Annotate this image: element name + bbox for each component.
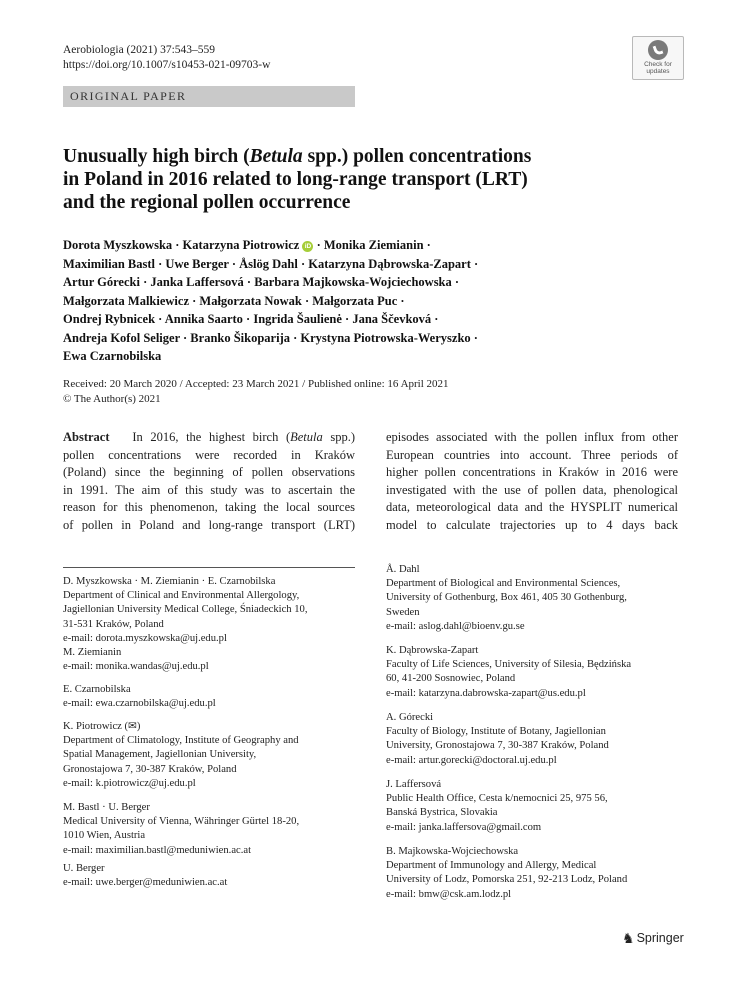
author-line: Małgorzata Malkiewicz · Małgorzata Nowak · Małgorzata Puc ·: [63, 293, 405, 308]
check-updates-line1: Check for: [644, 61, 672, 68]
affiliation-line: Department of Clinical and Environmental Allergology,: [63, 590, 300, 602]
received-accepted-published: Received: 20 March 2020 / Accepted: 23 March 2021 / Published online: 16 April 2021: [63, 378, 449, 390]
check-updates-line2: updates: [646, 68, 670, 75]
article-title: [63, 145, 623, 214]
affiliation-block: [386, 711, 609, 768]
affiliation-block: [386, 845, 627, 902]
affiliation-line: Faculty of Biology, Institute of Botany, Jagiellonian: [386, 726, 606, 738]
title-genus: Betula: [249, 146, 303, 167]
affiliation-line: Medical University of Vienna, Währinger Gürtel 18-20,: [63, 816, 300, 828]
check-for-updates-badge[interactable]: [632, 36, 684, 80]
abstract-line: higher pollen concentrations in Kraków in 2016 were: [386, 465, 678, 480]
title-line2: in Poland in 2016 related to long-range transport (LRT): [63, 169, 528, 190]
title-line1-pre: Unusually high birch (: [63, 146, 250, 167]
affiliation-line: D. Myszkowska · M. Ziemianin · E. Czarnobilska: [63, 576, 276, 587]
journal-citation: Aerobiologia (2021) 37:543–559: [63, 44, 216, 56]
affiliation-line: U. Berger: [63, 863, 105, 874]
affiliation-line: A. Górecki: [386, 712, 434, 723]
abstract-lead-post: spp.): [322, 430, 356, 444]
affiliation-line: J. Laffersová: [386, 779, 442, 790]
email-link[interactable]: e-mail: artur.gorecki@doctoral.uj.edu.pl: [386, 754, 557, 766]
email-link[interactable]: e-mail: maximilian.bastl@meduniwien.ac.at: [63, 844, 252, 856]
email-link[interactable]: e-mail: monika.wandas@uj.edu.pl: [63, 661, 209, 673]
affiliation-line: Gronostajowa 7, 30-387 Kraków, Poland: [63, 763, 237, 775]
abstract-line: in 1991. The aim of this study was to ascertain the: [63, 482, 355, 497]
author-list: [63, 236, 543, 366]
affiliation-line: University, Gronostajowa 7, 30-387 Kraków, Poland: [386, 740, 609, 752]
email-link[interactable]: e-mail: k.piotrowicz@uj.edu.pl: [63, 777, 196, 789]
article-type-label: ORIGINAL PAPER: [70, 89, 187, 103]
title-line1-post: spp.) pollen concentrations: [302, 146, 532, 167]
title-line3: and the regional pollen occurrence: [63, 192, 351, 213]
affiliation-line: Spatial Management, Jagiellonian University,: [63, 749, 257, 761]
author-line: Ewa Czarnobilska: [63, 349, 162, 363]
affiliation-line: K. Piotrowicz (✉): [63, 721, 141, 732]
affiliation-block: [63, 575, 307, 646]
email-link[interactable]: e-mail: bmw@csk.am.lodz.pl: [386, 888, 512, 900]
abstract-line: European countries into account. Three periods of: [386, 447, 678, 462]
email-link[interactable]: e-mail: janka.laffersova@gmail.com: [386, 821, 542, 833]
affiliation-line: Public Health Office, Cesta k/nemocnici 25, 975 56,: [386, 793, 608, 805]
article-dates: [63, 377, 449, 407]
affiliation-block: [386, 644, 631, 701]
affiliation-block: [63, 683, 216, 711]
affiliation-line: M. Bastl · U. Berger: [63, 802, 150, 813]
affiliation-line: B. Majkowska-Wojciechowska: [386, 846, 519, 857]
affiliation-line: 1010 Wien, Austria: [63, 830, 146, 842]
abstract-left-column: [63, 429, 355, 535]
abstract-genus: Betula: [290, 430, 323, 444]
abstract-lead-pre: In 2016, the highest birch (: [132, 430, 291, 444]
affiliation-line: Department of Biological and Environmental Sciences,: [386, 578, 621, 590]
affiliation-block: [63, 801, 299, 858]
abstract-line: data, meteorological data and the HYSPLIT numerical: [386, 500, 678, 515]
affiliation-block: [386, 778, 608, 835]
abstract-label: Abstract: [63, 430, 110, 444]
author-line: Andreja Kofol Seliger · Branko Šikoparija · Krystyna Piotrowska-Weryszko ·: [63, 330, 478, 345]
affiliation-line: E. Czarnobilska: [63, 684, 131, 695]
abstract-line: model to calculate trajectories up to 4 days back: [386, 517, 678, 532]
email-link[interactable]: e-mail: katarzyna.dabrowska-zapart@us.edu.pl: [386, 687, 586, 699]
affiliation-line: Sweden: [386, 606, 420, 618]
author-line: Artur Górecki · Janka Laffersová · Barbara Majkowska-Wojciechowska ·: [63, 275, 460, 289]
affiliation-line: M. Ziemianin: [63, 647, 122, 658]
affiliation-block: [63, 646, 209, 674]
affiliation-line: Banská Bystrica, Slovakia: [386, 807, 498, 819]
doi-link[interactable]: https://doi.org/10.1007/s10453-021-09703-w: [63, 59, 271, 71]
abstract-line: pollen concentrations were recorded in Kraków: [63, 447, 355, 462]
article-type-banner: [63, 86, 355, 107]
email-link[interactable]: e-mail: aslog.dahl@bioenv.gu.se: [386, 620, 525, 632]
affiliation-line: Jagiellonian University Medical College, Śniadeckich 10,: [63, 604, 308, 616]
affiliation-line: University of Gothenburg, Box 461, 405 30 Gothenburg,: [386, 592, 627, 604]
copyright-line: © The Author(s) 2021: [63, 393, 161, 405]
abstract-right-column: [386, 429, 678, 535]
affiliation-line: 31-531 Kraków, Poland: [63, 618, 164, 630]
affiliation-block: [386, 563, 627, 634]
affiliation-line: Faculty of Life Sciences, University of Silesia, Będzińska: [386, 659, 632, 671]
springer-horse-icon: ♞: [622, 930, 635, 946]
affiliation-line: Department of Immunology and Allergy, Medical: [386, 860, 597, 872]
footnote-divider: [63, 567, 355, 568]
author-line: Ondrej Rybnicek · Annika Saarto · Ingrida Šaulienė · Jana Ščevková ·: [63, 312, 439, 326]
email-link[interactable]: e-mail: uwe.berger@meduniwien.ac.at: [63, 877, 228, 889]
orcid-icon[interactable]: iD: [302, 241, 313, 252]
email-link[interactable]: e-mail: dorota.myszkowska@uj.edu.pl: [63, 632, 227, 644]
publisher-logo: [622, 930, 684, 947]
affiliation-line: Department of Climatology, Institute of Geography and: [63, 735, 299, 747]
abstract-line: of pollen in Poland and long-range transport (LRT): [63, 517, 355, 532]
affiliation-block: [63, 862, 227, 890]
affiliation-block: [63, 720, 299, 791]
abstract-line: (Poland) since the beginning of pollen observations: [63, 465, 355, 480]
affiliation-line: Å. Dahl: [386, 564, 420, 575]
publisher-name: Springer: [636, 931, 684, 945]
abstract-line: episodes associated with the pollen influx from other: [386, 430, 678, 444]
author-line: Maximilian Bastl · Uwe Berger · Åslög Dahl · Katarzyna Dąbrowska-Zapart ·: [63, 256, 479, 271]
author-line-1a: Dorota Myszkowska · Katarzyna Piotrowicz: [63, 238, 300, 252]
affiliation-line: K. Dąbrowska-Zapart: [386, 645, 479, 656]
abstract-line: reason for this phenomenon, taking the local sources: [63, 500, 355, 515]
email-link[interactable]: e-mail: ewa.czarnobilska@uj.edu.pl: [63, 698, 216, 710]
affiliation-line: University of Lodz, Pomorska 251, 92-213 Lodz, Poland: [386, 874, 628, 886]
affiliation-line: 60, 41-200 Sosnowiec, Poland: [386, 673, 516, 685]
abstract-line: investigated with the use of pollen data, phenological: [386, 482, 678, 497]
check-updates-icon: [648, 40, 668, 60]
author-line-1b: · Monika Ziemianin ·: [313, 238, 431, 252]
